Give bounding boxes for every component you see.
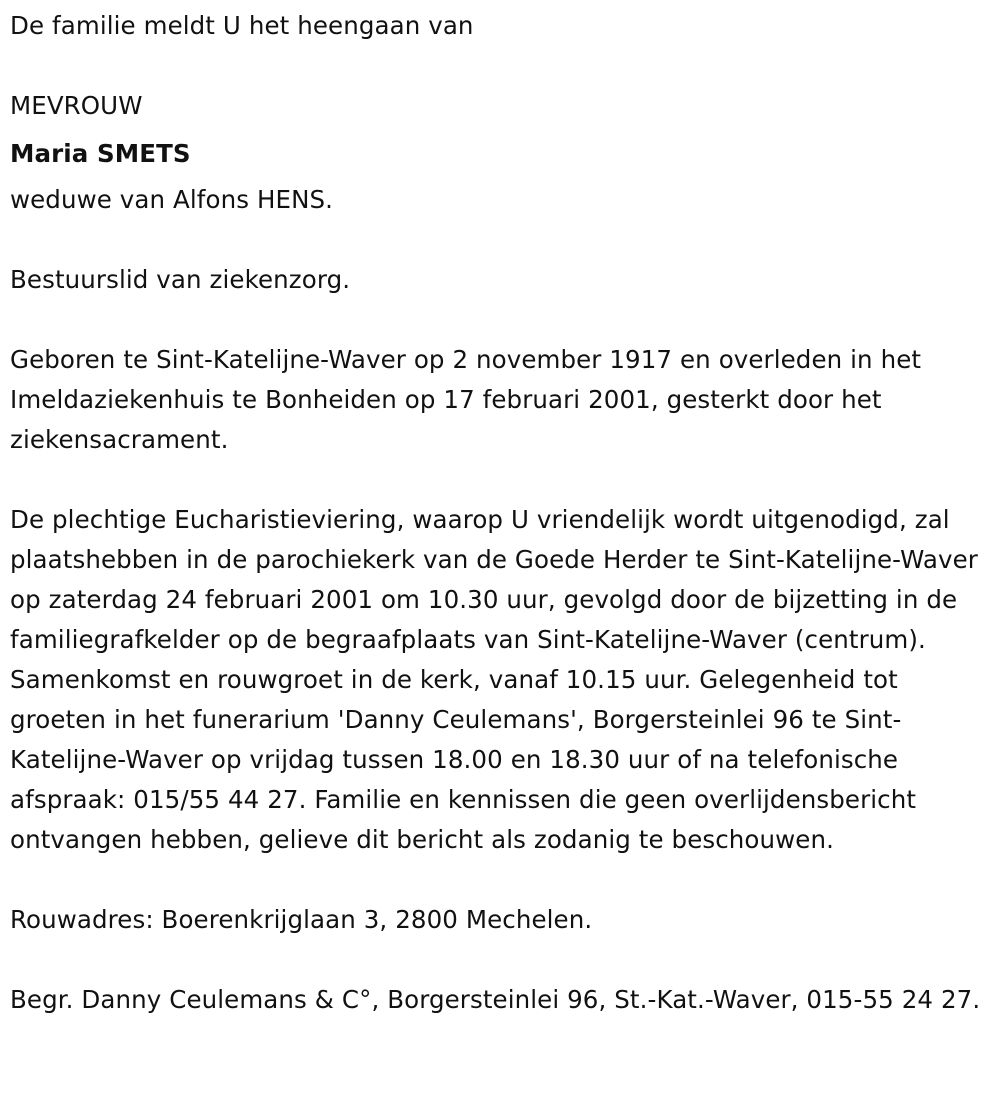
honorific-title: MEVROUW	[10, 91, 143, 120]
intro-line: De familie meldt U het heengaan van	[10, 11, 474, 40]
deceased-name: Maria SMETS	[10, 139, 191, 168]
widow-line: weduwe van Alfons HENS.	[10, 185, 334, 214]
obituary-notice	[10, 6, 990, 1020]
role-line: Bestuurslid van ziekenzorg.	[10, 265, 351, 294]
mourning-address: Rouwadres: Boerenkrijglaan 3, 2800 Mechelen.	[10, 905, 593, 934]
undertaker-line: Begr. Danny Ceulemans & C°, Borgersteinlei 96, St.-Kat.-Waver, 015-55 24 27.	[10, 985, 981, 1014]
birth-death-paragraph: Geboren te Sint-Katelijne-Waver op 2 november 1917 en overleden in het Imeldaziekenhuis te Bonheiden op 17 februari 2001, gesterkt door het ziekensacrament.	[10, 345, 922, 454]
ceremony-paragraph: De plechtige Eucharistieviering, waarop U vriendelijk wordt uitgenodigd, zal plaatshebben in de parochiekerk van de Goede Herder te Sint-Katelijne-Waver op zaterdag 24 februari 2001 om 10.30 uur, gevolgd door de bijzetting in de familiegrafkelder op de begraafplaats van Sint-Katelijne-Waver (centrum). Samenkomst en rouwgroet in de kerk, vanaf 10.15 uur. Gelegenheid tot groeten in het funerarium 'Danny Ceulemans', Borgersteinlei 96 te Sint-Katelijne-Waver op vrijdag tussen 18.00 en 18.30 uur of na telefonische afspraak: 015/55 44 27. Familie en kennissen die geen overlijdensbericht ontvangen hebben, gelieve dit bericht als zodanig te beschouwen.	[10, 505, 978, 854]
